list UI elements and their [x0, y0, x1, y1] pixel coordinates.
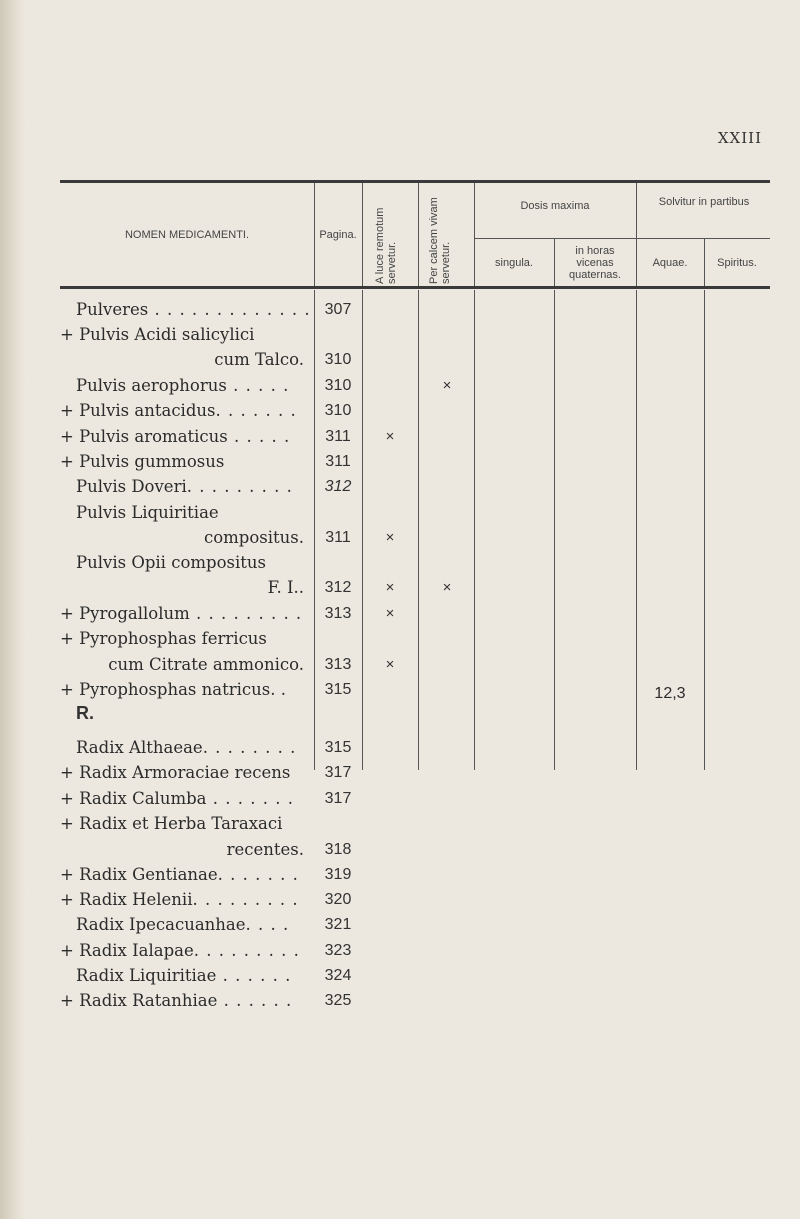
row-page: 312: [324, 478, 352, 495]
aquae-value: 12,3: [654, 685, 686, 702]
row-name: [60, 325, 254, 345]
row-name-text: cum Talco.: [214, 350, 304, 369]
section-heading-r: R.: [76, 703, 94, 723]
header-a-luce-text: A luce remotum servetur.: [374, 207, 398, 284]
row-page: 317: [324, 764, 352, 781]
header-a-luce: [374, 184, 398, 284]
a-luce-mark: ×: [385, 579, 395, 596]
row-name: [76, 300, 311, 320]
header-dosis: Dosis maxima: [520, 200, 590, 212]
row-page: 318: [324, 841, 352, 858]
row-page: 311: [325, 428, 351, 445]
row-page: 312: [324, 579, 352, 596]
body-divider-luce: [362, 290, 363, 770]
header-spiritus: Spiritus.: [717, 257, 757, 269]
row-name: [76, 477, 293, 497]
row-name: [76, 376, 289, 396]
a-luce-mark: ×: [385, 529, 395, 546]
a-luce-mark: ×: [385, 428, 395, 445]
header-per-calcem-text: Per calcem vivam servetur.: [428, 197, 452, 284]
row-name-text: Pulvis aerophorus: [76, 376, 227, 395]
row-page: 325: [324, 992, 352, 1009]
body-divider-calcem: [418, 290, 419, 770]
row-name: [60, 680, 286, 700]
row-name-text: + Pyrogallolum: [60, 604, 190, 623]
row-leader-dots: . . . . . . . . .: [189, 604, 303, 623]
row-name-text: cum Citrate ammonico.: [108, 655, 304, 674]
row-leader-dots: . . . . . . . .: [202, 738, 297, 757]
row-name-text: + Pyrophosphas ferricus: [60, 629, 267, 648]
row-name-text: Radix Liquiritiae: [76, 966, 217, 985]
row-name: [76, 915, 289, 935]
row-leader-dots: . . . . . . . . .: [192, 890, 299, 909]
row-name: [60, 629, 267, 649]
row-leader-dots: . . . . . .: [217, 991, 293, 1010]
row-page: 313: [324, 656, 352, 673]
row-leader-dots: . . . . .: [226, 376, 290, 395]
per-calcem-mark: ×: [442, 579, 452, 596]
page-number: XXIII: [717, 129, 762, 147]
row-name-text: + Pulvis gummosus: [60, 452, 225, 471]
row-page: 321: [324, 916, 352, 933]
row-name-text: + Pulvis aromaticus: [60, 427, 228, 446]
row-page: 310: [324, 351, 352, 368]
row-name-text: + Radix et Herba Taraxaci: [60, 814, 283, 833]
row-name-text: Pulveres: [76, 300, 149, 319]
col-divider-dosis: [474, 183, 475, 286]
row-name: [60, 452, 224, 472]
row-name-text: + Radix Ratanhiae: [60, 991, 218, 1010]
row-name-text: + Pulvis antacidus: [60, 401, 216, 420]
header-bottom-rule: [60, 286, 770, 289]
row-name-text: Radix Ipecacuanhae: [76, 915, 246, 934]
row-name: [60, 789, 294, 809]
body-divider-dosis: [474, 290, 475, 770]
a-luce-mark: ×: [385, 656, 395, 673]
row-leader-dots: . . . . . .: [216, 966, 292, 985]
row-name: [60, 604, 302, 624]
body-divider-singula: [554, 290, 555, 770]
col-divider-solvitur: [636, 183, 637, 286]
header-pagina: Pagina.: [319, 229, 357, 241]
row-name-text: + Pyrophosphas natricus. .: [60, 680, 286, 699]
row-name-text: Pulvis Doveri: [76, 477, 187, 496]
row-leader-dots: . . . . . . . . .: [186, 477, 293, 496]
row-name-text: + Radix Armoraciae recens: [60, 763, 291, 782]
row-name: [60, 991, 292, 1011]
row-page: 315: [324, 739, 352, 756]
header-solvitur: Solvitur in partibus: [658, 196, 750, 208]
a-luce-mark: ×: [385, 605, 395, 622]
row-name: [227, 840, 304, 860]
row-leader-dots: . . . . . . .: [206, 789, 294, 808]
row-name-text: + Pulvis Acidi salicylici: [60, 325, 255, 344]
row-leader-dots: . . . . .: [227, 427, 291, 446]
row-leader-dots: . . . . . . . . .: [193, 941, 300, 960]
header-horas: in horas vicenas quaternas.: [569, 245, 621, 281]
row-name: [76, 503, 219, 523]
row-name: [76, 553, 266, 573]
row-page: 315: [324, 681, 352, 698]
row-leader-dots: . . . . . . . . . . . . .: [148, 300, 311, 319]
row-page: 320: [324, 891, 352, 908]
row-name: [214, 350, 304, 370]
row-name: [60, 401, 297, 421]
row-name-text: F. I..: [267, 578, 304, 597]
row-name-text: Pulvis Opii compositus: [76, 553, 266, 572]
row-name: [76, 966, 291, 986]
header-singula: singula.: [495, 257, 533, 269]
row-page: 311: [325, 453, 351, 470]
row-name: [60, 763, 290, 783]
row-name: [60, 814, 282, 834]
col-divider-singula: [554, 238, 555, 286]
row-name: [76, 738, 296, 758]
header-nomen: NOMEN MEDICAMENTI.: [124, 229, 250, 241]
row-name-text: Pulvis Liquiritiae: [76, 503, 219, 522]
row-page: 313: [324, 605, 352, 622]
col-divider-calcem: [418, 183, 419, 286]
row-name-text: compositus.: [203, 528, 304, 547]
row-name: [204, 528, 304, 548]
row-page: 310: [324, 402, 352, 419]
row-name: [60, 427, 290, 447]
page-edge-shadow: [0, 0, 26, 1219]
row-name: [60, 865, 299, 885]
row-name: [108, 655, 304, 675]
row-page: 307: [324, 301, 352, 318]
row-page: 310: [324, 377, 352, 394]
row-name: [60, 941, 300, 961]
body-divider-aquae: [704, 290, 705, 770]
row-name-text: + Radix Helenii: [60, 890, 193, 909]
dosis-sub-rule: [474, 238, 770, 239]
header-per-calcem: [428, 184, 452, 284]
row-name-text: Radix Althaeae: [76, 738, 203, 757]
row-leader-dots: . . . .: [245, 915, 290, 934]
row-name-text: + Radix Gentianae: [60, 865, 218, 884]
row-page: 311: [325, 529, 351, 546]
header-aquae: Aquae.: [652, 257, 688, 269]
col-divider-luce: [362, 183, 363, 286]
row-page: 323: [324, 942, 352, 959]
row-page: 324: [324, 967, 352, 984]
row-leader-dots: . . . . . . .: [215, 401, 297, 420]
row-page: 317: [324, 790, 352, 807]
header-top-rule: [60, 180, 770, 183]
row-name-text: + Radix Ialapae: [60, 941, 194, 960]
row-page: 319: [324, 866, 352, 883]
row-name-text: + Radix Calumba: [60, 789, 207, 808]
per-calcem-mark: ×: [442, 377, 452, 394]
row-name-text: recentes.: [226, 840, 304, 859]
row-name: [60, 890, 299, 910]
row-leader-dots: . . . . . . .: [217, 865, 299, 884]
row-name: [268, 578, 304, 598]
